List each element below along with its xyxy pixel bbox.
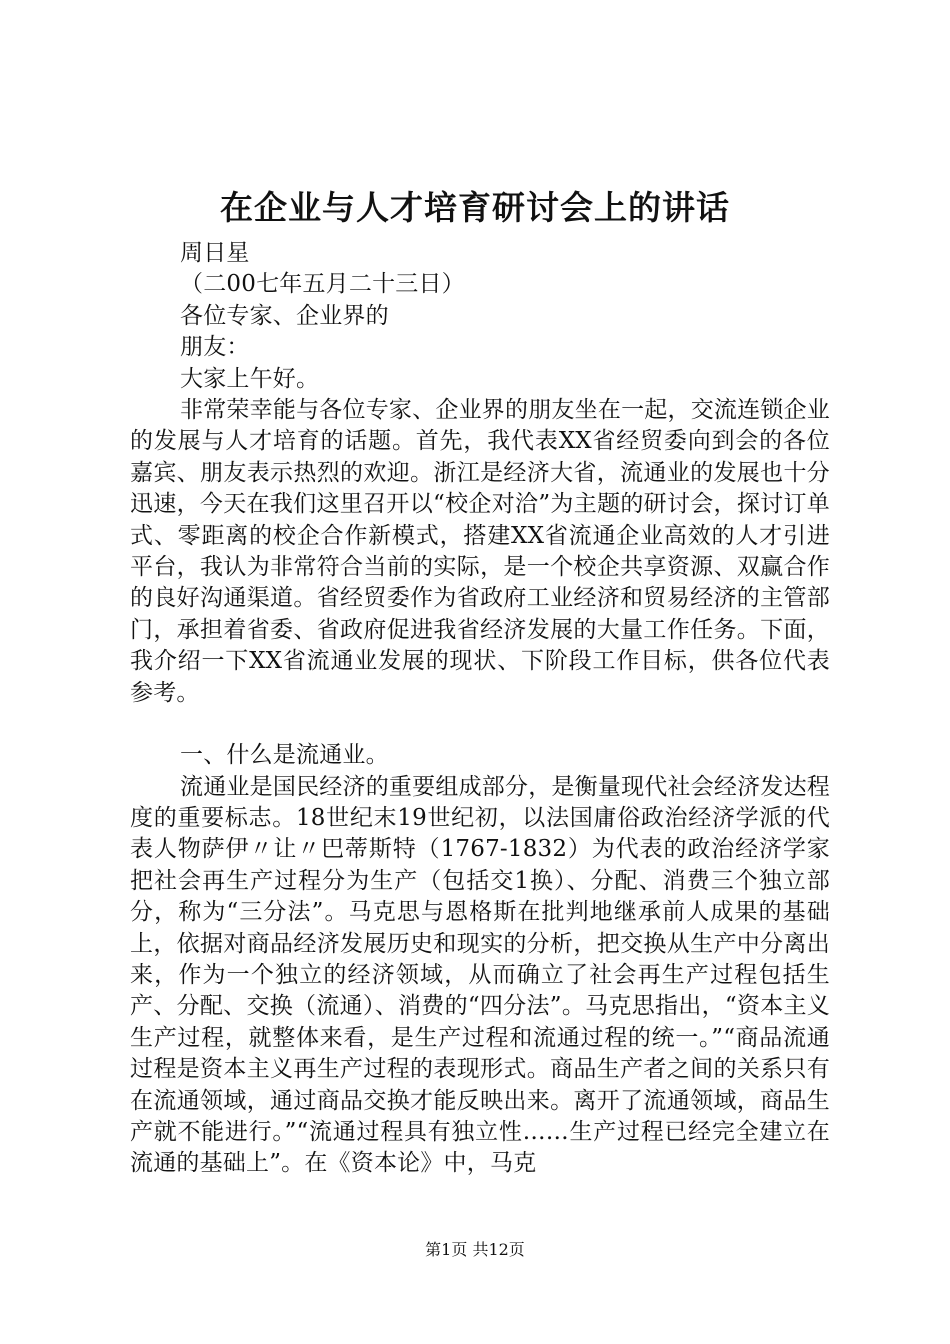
salutation-line-2: 朋友： [180,334,250,361]
document-body [130,238,830,1180]
paragraph-intro: 非常荣幸能与各位专家、企业界的朋友坐在一起，交流连锁企业的发展与人才培育的话题。首先，我代表XX省经贸委向到会的各位嘉宾、朋友表示热烈的欢迎。浙江是经济大省，流通业的发展也十分迅速，今天在我们这里召开以“校企对洽”为主题的研讨会，探讨订单式、零距离的校企合作新模式，搭建XX省流通企业高效的人才引进平台，我认为非常符合当前的实际，是一个校企共享资源、双赢合作的良好沟通渠道。省经贸委作为省政府工业经济和贸易经济的主管部门，承担着省委、省政府促进我省经济发展的大量工作任务。下面，我介绍一下XX省流通业发展的现状、下阶段工作目标，供各位代表参考。 [130,397,830,706]
page-title: 在企业与人才培育研讨会上的讲话 [220,188,730,227]
author-line: 周日星 [180,240,250,266]
date-line: （二00七年五月二十三日） [180,271,465,298]
salutation-line-1: 各位专家、企业界的 [180,302,389,329]
section-heading: 一、什么是流通业。 [180,742,389,769]
greeting-line: 大家上午好。 [180,365,320,392]
paragraph-section-1: 流通业是国民经济的重要组成部分，是衡量现代社会经济发达程度的重要标志。18世纪末19世纪初，以法国庸俗政治经济学派的代表人物萨伊〃让〃巴蒂斯特（1767-1832）为代表的政治经济学家把社会再生产过程分为生产（包括交1换）、分配、消费三个独立部分，称为“三分法”。马克思与恩格斯在批判地继承前人成果的基础上，依据对商品经济发展历史和现实的分析，把交换从生产中分离出来，作为一个独立的经济领域，从而确立了社会再生产过程包括生产、分配、交换（流通）、消费的“四分法”。马克思指出，“资本主义生产过程，就整体来看，是生产过程和流通过程的统一。”“商品流通过程是资本主义再生产过程的表现形式。商品生产者之间的关系只有在流通领域，通过商品交换才能反映出来。离开了流通领域，商品生产就不能进行。”“流通过程具有独立性……生产过程已经完全建立在流通的基础上”。在《资本论》中，马克 [130,773,830,1177]
page-footer: 第1页 共12页 [425,1240,525,1259]
